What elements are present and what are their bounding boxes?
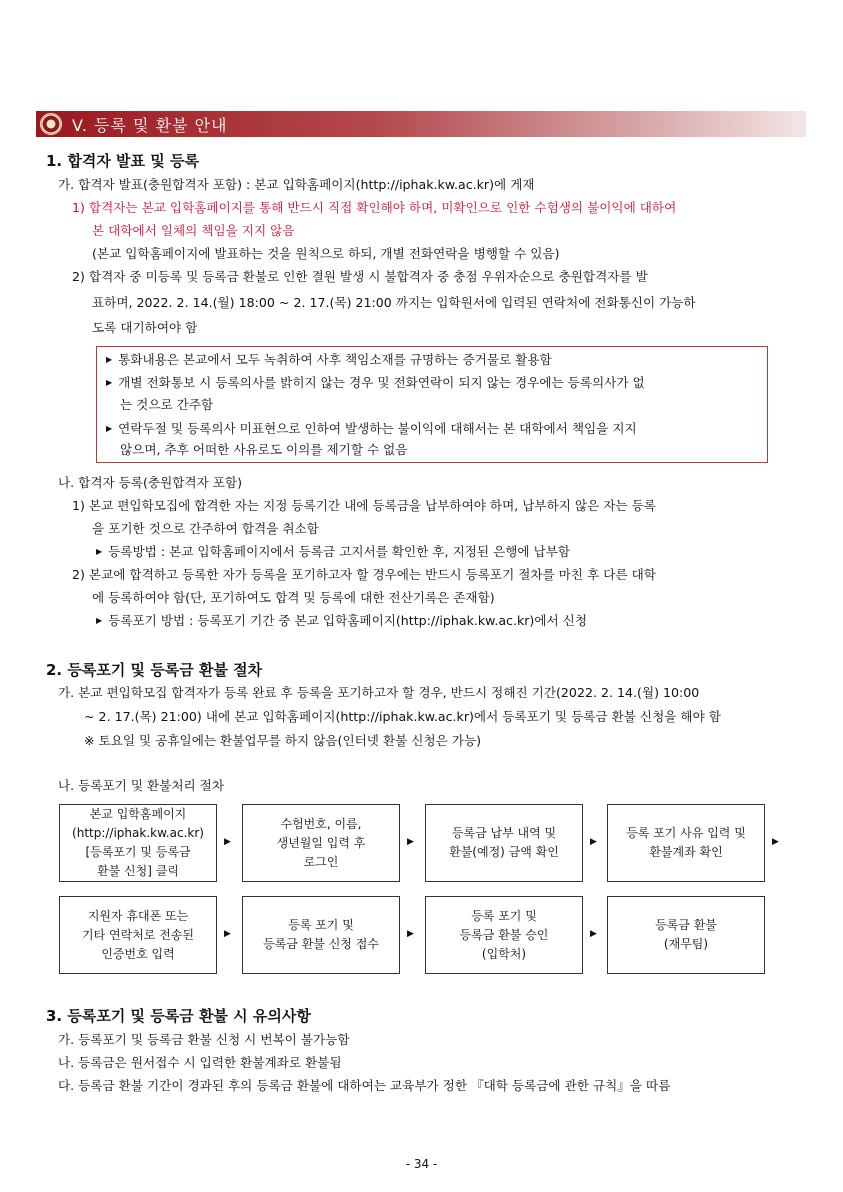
flow-step-5 xyxy=(59,896,217,974)
s2-ga-line3: ※ 토요일 및 공휴일에는 환불업무를 하지 않음(인터넷 환불 신청은 가능) xyxy=(84,733,482,748)
flow-step-1 xyxy=(59,804,217,882)
triangle-bullet-icon: ▶ xyxy=(96,547,103,556)
flow-step-text: 등록금 납부 내역 및 xyxy=(451,826,557,840)
triangle-bullet-icon: ▶ xyxy=(96,616,103,625)
flow-step-text: 본교 입학홈페이지 xyxy=(89,807,187,821)
triangle-bullet-icon: ▶ xyxy=(106,424,113,433)
note-3-line1: ▶ 연락두절 및 등록의사 미표현으로 인하여 발생하는 불이익에 대해서는 본 대학에서 책임을 지지 xyxy=(106,421,637,436)
s1-ga-1-line3: (본교 입학홈페이지에 발표하는 것을 원칙으로 하되, 개별 전화연락을 병행할 수 있음) xyxy=(92,246,560,261)
s1-ga-2-line3: 도록 대기하여야 함 xyxy=(92,320,198,335)
s2-na: 나. 등록포기 및 환불처리 절차 xyxy=(58,778,225,793)
flow-arrow-icon: ▶ xyxy=(590,929,597,939)
note-2-line1: ▶ 개별 전화통보 시 등록의사를 밝히지 않는 경우 및 전화연락이 되지 않는 경우에는 등록의사가 없 xyxy=(106,375,645,390)
section-3-heading: 3. 등록포기 및 등록금 환불 시 유의사항 xyxy=(46,1007,311,1025)
flow-step-text: 등록 포기 및 xyxy=(288,918,354,932)
flow-arrow-icon: ▶ xyxy=(407,929,414,939)
flow-step-3 xyxy=(425,804,583,882)
flow-step-text: (http://iphak.kw.ac.kr) xyxy=(72,826,204,840)
s1-ga-2-line2: 표하며, 2022. 2. 14.(월) 18:00 ~ 2. 17.(목) 21:00 까지는 입학원서에 입력된 연락처에 전화통신이 가능하 xyxy=(92,295,696,310)
note-2-line2: 는 것으로 간주함 xyxy=(120,397,214,412)
flow-step-text: 생년월일 입력 후 xyxy=(276,835,366,850)
s1-ga-1-line1: 1) 합격자는 본교 입학홈페이지를 통해 반드시 직접 확인해야 하며, 미확인으로 인한 수험생의 불이익에 대하여 xyxy=(72,200,677,215)
s1-na-1-line2: 을 포기한 것으로 간주하여 합격을 취소함 xyxy=(92,521,319,536)
s1-na-2-line1: 2) 본교에 합격하고 등록한 자가 등록을 포기하고자 할 경우에는 반드시 등록포기 절차를 마친 후 다른 대학 xyxy=(72,567,656,582)
flow-step-8 xyxy=(607,896,765,974)
university-seal-icon xyxy=(40,113,62,135)
s1-ga-2-line1: 2) 합격자 중 미등록 및 등록금 환불로 인한 결원 발생 시 불합격자 중 충점 우위자순으로 충원합격자를 발 xyxy=(72,269,648,284)
s1-na: 나. 합격자 등록(충원합격자 포함) xyxy=(58,475,242,490)
s2-ga-line2: ~ 2. 17.(목) 21:00) 내에 본교 입학홈페이지(http://iphak.kw.ac.kr)에서 등록포기 및 등록금 환불 신청을 해야 함 xyxy=(84,709,721,724)
flow-step-text: 환불계좌 확인 xyxy=(649,845,723,859)
flow-step-text: 로그인 xyxy=(303,854,339,869)
s1-na-2-line2: 에 등록하여야 함(단, 포기하여도 합격 및 등록에 대한 전산기록은 존재함) xyxy=(92,590,495,605)
s3-na: 나. 등록금은 원서접수 시 입력한 환불계좌로 환불됨 xyxy=(58,1055,342,1070)
flow-step-6 xyxy=(242,896,400,974)
flow-step-text: 기타 연락처로 전송된 xyxy=(82,927,194,942)
flow-arrow-icon: ▶ xyxy=(407,837,414,847)
note-3-line2: 않으며, 추후 어떠한 사유로도 이의를 제기할 수 없음 xyxy=(120,442,408,457)
flow-arrow-icon: ▶ xyxy=(590,837,597,847)
s3-ga: 가. 등록포기 및 등록금 환불 신청 시 번복이 불가능함 xyxy=(58,1032,350,1047)
flow-arrow-icon: ▶ xyxy=(224,837,231,847)
section-banner xyxy=(36,111,806,137)
triangle-bullet-icon: ▶ xyxy=(106,355,113,364)
flow-step-text: 등록금 환불 xyxy=(655,918,717,932)
flow-step-text: [등록포기 및 등록금 xyxy=(85,845,191,859)
flow-step-text: (입학처) xyxy=(481,946,527,961)
triangle-bullet-icon: ▶ xyxy=(106,378,113,387)
s1-ga: 가. 합격자 발표(충원합격자 포함) : 본교 입학홈페이지(http://iphak.kw.ac.kr)에 게재 xyxy=(58,177,535,192)
flow-step-7 xyxy=(425,896,583,974)
flow-step-4 xyxy=(607,804,765,882)
flow-step-text: 수험번호, 이름, xyxy=(280,816,362,831)
flow-step-2 xyxy=(242,804,400,882)
flow-step-text: 인증번호 입력 xyxy=(101,946,175,961)
flow-step-text: 등록 포기 및 xyxy=(471,908,537,923)
s1-ga-1-line2: 본 대학에서 일체의 책임을 지지 않음 xyxy=(92,223,295,238)
s1-na-1-bullet: ▶ 등록방법 : 본교 입학홈페이지에서 등록금 고지서를 확인한 후, 지정된 은행에 납부함 xyxy=(96,544,571,559)
flow-arrow-icon: ▶ xyxy=(224,929,231,939)
flow-step-text: 환불 신청] 클릭 xyxy=(97,864,179,878)
note-1: ▶ 통화내용은 본교에서 모두 녹취하여 사후 책임소재를 규명하는 증거물로 활용함 xyxy=(106,352,552,367)
flow-step-text: 등록금 환불 승인 xyxy=(459,927,549,942)
flow-step-text: 지원자 휴대폰 또는 xyxy=(87,908,189,923)
flow-arrow-icon: ▶ xyxy=(772,837,779,847)
flow-step-text: 환불(예정) 금액 확인 xyxy=(449,845,559,859)
section-2-heading: 2. 등록포기 및 등록금 환불 절차 xyxy=(46,661,263,679)
s1-na-1-line1: 1) 본교 편입학모집에 합격한 자는 지정 등록기간 내에 등록금을 납부하여야 하며, 납부하지 않은 자는 등록 xyxy=(72,498,656,513)
flow-step-text: 등록 포기 사유 입력 및 xyxy=(626,826,746,840)
s3-da: 다. 등록금 환불 기간이 경과된 후의 등록금 환불에 대하여는 교육부가 정한 『대학 등록금에 관한 규칙』을 따름 xyxy=(58,1078,671,1093)
section-1-heading: 1. 합격자 발표 및 등록 xyxy=(46,152,199,170)
section-title: V. 등록 및 환불 안내 xyxy=(72,115,228,135)
flow-step-text: (재무팀) xyxy=(663,937,709,951)
flow-step-text: 등록금 환불 신청 접수 xyxy=(263,937,379,951)
s1-na-2-bullet: ▶ 등록포기 방법 : 등록포기 기간 중 본교 입학홈페이지(http://iphak.kw.ac.kr)에서 신청 xyxy=(96,613,588,628)
page-number: - 34 - xyxy=(405,1157,438,1171)
s2-ga-line1: 가. 본교 편입학모집 합격자가 등록 완료 후 등록을 포기하고자 할 경우, 반드시 정해진 기간(2022. 2. 14.(월) 10:00 xyxy=(58,685,700,700)
